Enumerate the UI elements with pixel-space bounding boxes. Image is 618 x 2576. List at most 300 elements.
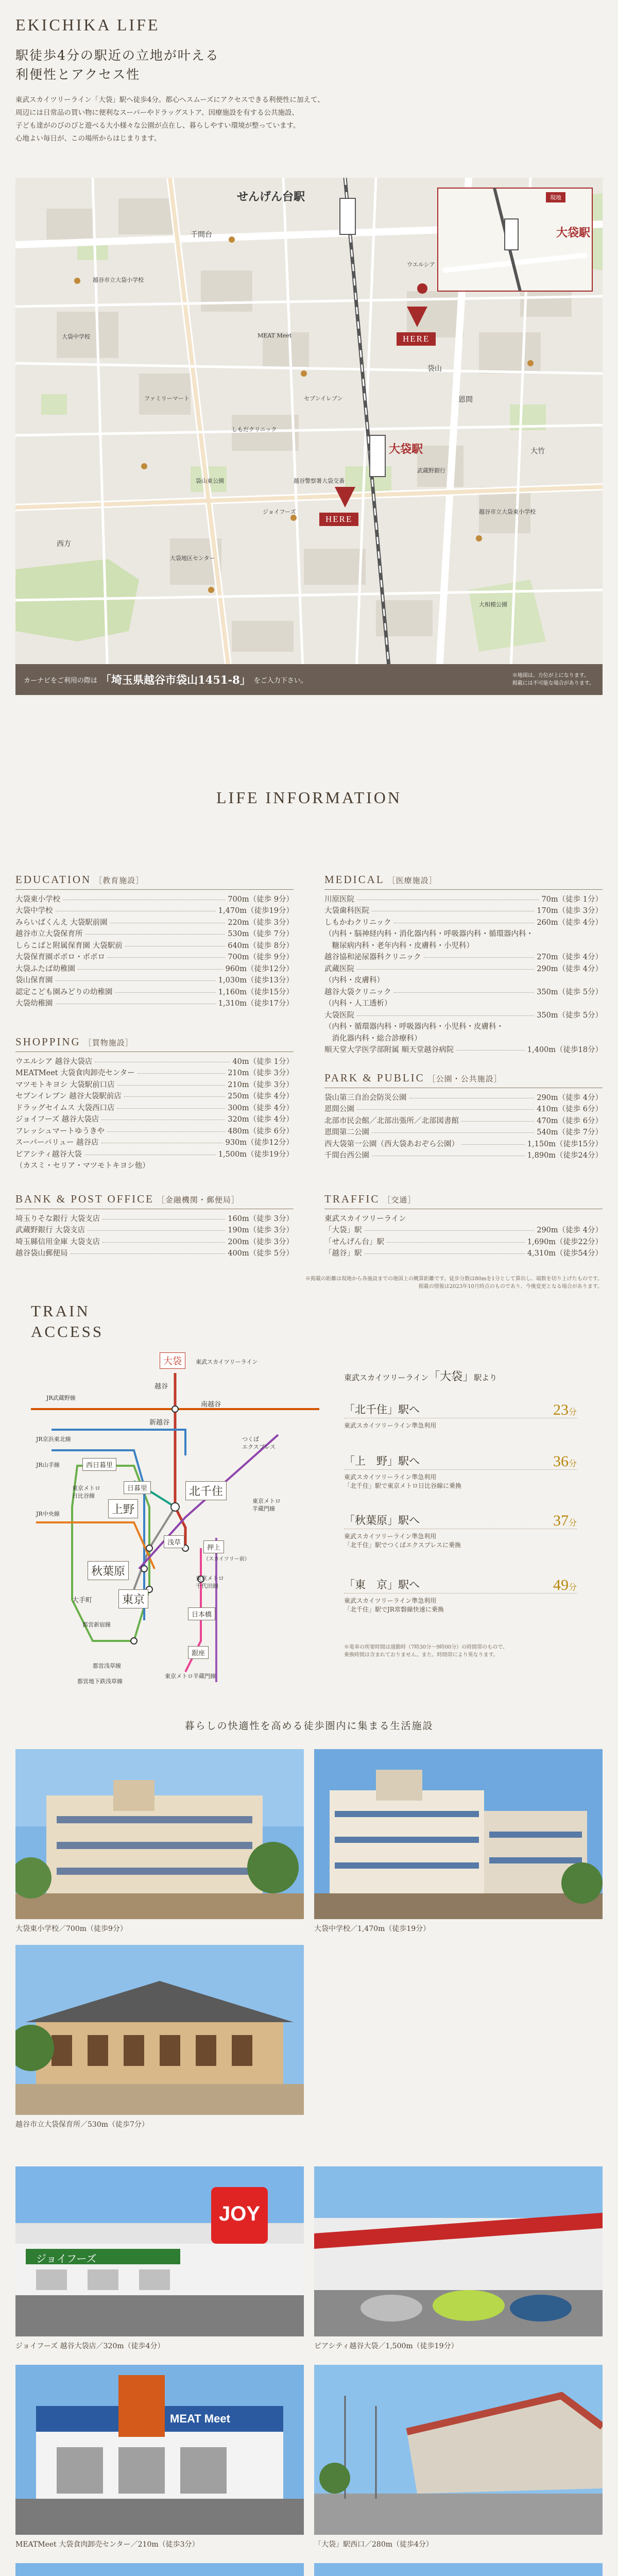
route-station-nishinippori: 西日暮里 xyxy=(82,1458,116,1471)
facility-distance: 480m（徒歩 6分） xyxy=(228,1127,294,1136)
route-divider xyxy=(344,1593,577,1594)
facility-distance: 700m（徒歩 9分） xyxy=(228,895,294,904)
facility-name: 越谷協和泌尿器科クリニック xyxy=(324,953,421,962)
facility-row xyxy=(15,1212,294,1224)
leader-dots xyxy=(108,957,225,958)
facility-row xyxy=(324,939,603,951)
leader-dots xyxy=(357,1015,534,1016)
route-detail xyxy=(344,1597,577,1614)
intro-body xyxy=(15,94,324,145)
route-detail-line: 東武スカイツリーライン準急利用 xyxy=(344,1422,437,1429)
train-notes xyxy=(344,1643,581,1659)
train-title-line: ACCESS xyxy=(31,1323,104,1341)
route-minutes xyxy=(553,1577,577,1594)
caption: ジョイフーズ 越谷大袋店／320m（徒歩4分） xyxy=(15,2342,165,2350)
map-label: 越谷警察署大袋交番 xyxy=(294,478,345,484)
route-line-label: 東武スカイツリーライン xyxy=(196,1359,258,1365)
facility-row xyxy=(15,997,294,1009)
page-title: EKICHIKA LIFE xyxy=(15,15,160,34)
facility-row xyxy=(324,905,603,917)
map-station-ofukuro-inset: 大袋駅 xyxy=(556,226,591,240)
map-label: ファミリーマート xyxy=(144,395,190,402)
facility-name: 「越谷」駅 xyxy=(324,1249,362,1258)
facility-name: みらいばくんえ 大袋駅前園 xyxy=(15,918,108,927)
facility-distance: 400m（徒歩 5分） xyxy=(228,1249,294,1258)
route-station-tokyo: 東京 xyxy=(118,1589,148,1608)
intro-heading-1: 駅徒歩4分の駅近の立地が叶える xyxy=(15,48,219,63)
route-destination: 「北千住」駅へ xyxy=(344,1403,420,1416)
facility-row xyxy=(324,916,603,928)
facility-distance: 160m（徒歩 3分） xyxy=(228,1214,294,1223)
map-label: 西方 xyxy=(57,540,71,548)
photo-joy-foods xyxy=(15,2166,304,2336)
train-access-title xyxy=(31,1301,104,1342)
facility-row xyxy=(324,1247,603,1259)
route-line-label: つくば xyxy=(242,1436,259,1443)
life-notes xyxy=(15,1275,603,1291)
route-line-label: 日比谷線 xyxy=(72,1493,95,1499)
facility-name: （内科・脳神経内科・消化器内科・呼吸器内科・循環器内科・ xyxy=(324,930,534,939)
facility-name: 北部市民会館／北部出張所／北部図書館 xyxy=(324,1116,459,1125)
route-line-label: 千代田線 xyxy=(196,1583,218,1589)
intro-body-line: 東武スカイツリーライン「大袋」駅へ徒歩4分。都心へスムーズにアクセスできる利便性に加えて、 xyxy=(15,96,324,104)
education-title-en: EDUCATION xyxy=(15,873,92,886)
map-label: 越谷市立大袋小学校 xyxy=(93,277,144,283)
route-line-label: JR山手線 xyxy=(36,1462,60,1468)
caption: 大袋東小学校／700m（徒歩9分） xyxy=(15,1925,127,1933)
leader-dots xyxy=(56,980,216,981)
facility-name: フレッシュマートゆうきや xyxy=(15,1127,105,1136)
facility-distance: 200m（徒歩 3分） xyxy=(228,1238,294,1246)
shopping-title-jp: ［買物施設］ xyxy=(83,1038,133,1047)
facility-distance: 210m（徒歩 3分） xyxy=(228,1080,294,1089)
facility-distance: 1,150m（徒歩15分） xyxy=(527,1140,603,1148)
route-station-ginza: 銀座 xyxy=(188,1646,209,1659)
facility-row xyxy=(324,1235,603,1247)
facility-name: 認定こども園みどりの幼稚園 xyxy=(15,988,113,996)
route-station-asakusa: 浅草 xyxy=(164,1535,184,1548)
life-note: 掲載の情報は2023年10月時点のものであり、今後変更となる場合があります。 xyxy=(418,1284,603,1290)
leader-dots xyxy=(107,1131,225,1132)
route-station-label: 南越谷 xyxy=(201,1401,221,1409)
route-line-label: エクスプレス xyxy=(242,1444,276,1450)
facility-name: 越谷袋山郵便局 xyxy=(15,1249,68,1258)
medical-title xyxy=(324,873,603,886)
route-destination: 「東 京」駅へ xyxy=(344,1579,420,1591)
leader-dots xyxy=(102,1242,225,1243)
facilities-heading: 暮らしの快適性を高める徒歩圏内に集まる生活施設 xyxy=(184,1720,434,1732)
train-route-map xyxy=(31,1352,319,1687)
leader-dots xyxy=(357,1109,534,1110)
route-item xyxy=(344,1453,577,1490)
area-map[interactable] xyxy=(15,178,603,695)
facility-row xyxy=(324,1126,603,1138)
route-minutes-value: 49 xyxy=(553,1577,569,1594)
photo-onma-park xyxy=(15,2563,304,2576)
train-title-line: TRAIN xyxy=(31,1302,90,1320)
route-detail-line: 「北千住」駅でつくばエクスプレスに乗換 xyxy=(344,1541,461,1549)
route-line-label: 東京メトロ半蔵門線 xyxy=(165,1673,216,1680)
facility-name: （内科・皮膚科） xyxy=(324,976,384,985)
train-lead xyxy=(344,1368,497,1384)
facility-distance: 300m（徒歩 4分） xyxy=(228,1104,294,1112)
facility-name: 大袋中学校 xyxy=(15,907,53,916)
facility-distance: 1,690m（徒歩22分） xyxy=(527,1238,603,1246)
bank-section xyxy=(15,1193,294,1259)
map-label: 袋山 xyxy=(427,365,442,373)
route-detail-line: 「北千住」駅でJR常磐線快速に乗換 xyxy=(344,1606,444,1613)
map-label: 恩間 xyxy=(458,396,473,404)
map-label: ジョイフーズ xyxy=(263,509,296,515)
map-label: 大竹 xyxy=(530,447,545,455)
facility-distance: 290m（徒歩 4分） xyxy=(537,964,603,973)
facility-row xyxy=(15,928,294,940)
facility-row xyxy=(324,1091,603,1103)
facility-name: 越谷市立大袋保育所 xyxy=(15,930,83,939)
facility-name: 大袋保育園ポポロ・ポポロ xyxy=(15,953,105,962)
leader-dots xyxy=(124,1096,226,1097)
facility-name: 大袋医院 xyxy=(324,1011,354,1020)
route-line-label: 東京メトロ xyxy=(72,1485,100,1492)
route-minutes-unit: 分 xyxy=(568,1582,577,1592)
shopping-title xyxy=(15,1036,294,1048)
facility-row xyxy=(324,962,603,974)
leader-dots xyxy=(365,1230,535,1231)
facility-name: スーパーバリュー 越谷店 xyxy=(15,1139,99,1147)
facility-distance: 4,310m（徒歩54分） xyxy=(527,1249,603,1258)
facility-name: 糖尿病内科・老年内科・皮膚科・小児科） xyxy=(324,941,474,950)
facility-row xyxy=(324,1103,603,1115)
map-graphic xyxy=(15,178,603,695)
train-lead-suffix: 駅より xyxy=(474,1373,497,1382)
joy-logo-text: JOY xyxy=(219,2202,261,2225)
route-minutes-value: 36 xyxy=(553,1453,569,1470)
facility-name: しらこばと附属保育園 大袋駅前 xyxy=(15,941,123,950)
route-line-label: JR武蔵野線 xyxy=(46,1395,76,1401)
leader-dots xyxy=(71,1253,226,1254)
navi-address-bar xyxy=(15,664,603,695)
facility-row xyxy=(324,1212,603,1224)
facility-distance: 350m（徒歩 5分） xyxy=(537,988,603,996)
facility-name: 東武スカイツリーライン xyxy=(324,1214,406,1223)
map-here-marker: HERE xyxy=(319,513,358,526)
route-line-label: 半蔵門線 xyxy=(252,1505,275,1512)
route-line-label: 東京メトロ xyxy=(252,1498,281,1504)
facility-name: （カスミ・セリア・マツモトキヨシ他） xyxy=(15,1162,150,1171)
caption: 越谷市立大袋保育所／530m（徒歩7分） xyxy=(15,2121,149,2129)
traffic-list xyxy=(324,1212,603,1259)
intro-body-line: 子ども達がのびのびと遊べる大小様々な公園が点在し、暮らしやすい環境が整っています。 xyxy=(15,122,300,130)
route-detail-line: 「北千住」駅で東京メトロ日比谷線に乗換 xyxy=(344,1482,462,1489)
map-label: セブンイレブン xyxy=(304,395,343,402)
map-label: 大相模公園 xyxy=(479,601,507,608)
caption: ピアシティ越谷大袋／1,500m（徒歩19分） xyxy=(314,2342,458,2350)
park-title-jp: ［公園・公共施設］ xyxy=(427,1074,502,1083)
leader-dots xyxy=(138,1073,226,1074)
joy-sign-text: ジョイフーズ xyxy=(36,2252,97,2265)
shopping-section xyxy=(15,1036,294,1171)
facility-row xyxy=(324,1044,603,1056)
route-detail-line: 東武スカイツリーライン準急利用 xyxy=(344,1533,437,1540)
facility-distance: 1,310m（徒歩17分） xyxy=(218,999,294,1008)
facility-distance: 70m（徒歩 1分） xyxy=(541,895,603,904)
traffic-title-en: TRAFFIC xyxy=(324,1193,380,1205)
facility-row xyxy=(324,1032,603,1044)
education-list xyxy=(15,893,294,1009)
facility-name: 恩間公園 xyxy=(324,1105,354,1114)
facility-distance: 1,160m（徒歩15分） xyxy=(218,988,294,996)
route-station-akihabara: 秋葉原 xyxy=(88,1561,129,1580)
route-line-label: JR中央線 xyxy=(36,1511,60,1517)
route-item xyxy=(344,1512,577,1550)
facility-distance: 1,030m（徒歩13分） xyxy=(218,976,294,985)
facility-row xyxy=(324,986,603,997)
route-detail xyxy=(344,1532,577,1550)
facility-name: MEATMeet 大袋食肉卸売センター xyxy=(15,1069,135,1078)
facility-name: ドラッグセイムス 大袋西口店 xyxy=(15,1104,115,1112)
park-list xyxy=(324,1091,603,1161)
photo-ofukuro-junior-high xyxy=(314,1749,603,1919)
leader-dots xyxy=(85,934,226,935)
leader-dots xyxy=(372,1132,534,1133)
facility-row xyxy=(15,1101,294,1113)
route-line-label: JR京浜東北線 xyxy=(36,1436,71,1443)
route-station-ueno: 上野 xyxy=(108,1499,138,1518)
photo-ofukuro-east-elementary xyxy=(15,1749,304,1919)
facility-name: 「せんげん台」駅 xyxy=(324,1238,384,1246)
route-station-ofukuro: 大袋 xyxy=(160,1352,185,1369)
medical-list xyxy=(324,893,603,1055)
leader-dots xyxy=(115,992,216,993)
route-minutes-value: 37 xyxy=(553,1512,569,1529)
route-line-label: 都営新宿線 xyxy=(82,1621,111,1628)
facility-distance: 290m（徒歩 4分） xyxy=(537,1093,603,1102)
facility-distance: 1,890m（徒歩24分） xyxy=(527,1151,603,1160)
facility-distance: 930m（徒歩12分） xyxy=(225,1139,294,1147)
facility-name: 武蔵医院 xyxy=(324,964,354,973)
leader-dots xyxy=(78,969,223,970)
facility-name: ジョイフーズ 越谷大袋店 xyxy=(15,1115,99,1124)
map-label: 大袋中学校 xyxy=(62,333,90,340)
route-minutes-unit: 分 xyxy=(568,1407,577,1417)
facility-distance: 1,500m（徒歩19分） xyxy=(218,1150,294,1159)
facility-row xyxy=(15,1067,294,1079)
education-title xyxy=(15,873,294,886)
facility-name: マツモトキヨシ 大袋駅前口店 xyxy=(15,1080,115,1089)
facility-distance: 540m（徒歩 7分） xyxy=(537,1128,603,1137)
facility-name: 埼玉縣信用金庫 大袋支店 xyxy=(15,1238,100,1246)
facility-name: 袋山保育園 xyxy=(15,976,53,985)
map-label: 千間台 xyxy=(191,231,212,239)
photo-meat-meet xyxy=(15,2365,304,2535)
leader-dots xyxy=(117,1085,226,1086)
route-line-label: 都営浅草線 xyxy=(93,1663,121,1669)
education-section xyxy=(15,873,294,1009)
route-line-label: 都営地下鉄浅草線 xyxy=(77,1678,123,1685)
route-minutes-value: 23 xyxy=(553,1401,569,1418)
map-label: 袋山東公園 xyxy=(196,478,224,484)
route-map-graphic xyxy=(31,1352,319,1687)
life-note: ※掲載の距離は現地から各施設までの地図上の概算距離です。徒歩分数は80mを1分として算出し、端数を切り上げたものです。 xyxy=(305,1276,603,1282)
route-station-nippori: 日暮里 xyxy=(124,1481,151,1494)
facility-name: 越谷大袋クリニック xyxy=(324,988,391,996)
facility-row xyxy=(324,1138,603,1149)
traffic-title-jp: ［交通］ xyxy=(383,1195,416,1205)
traffic-title xyxy=(324,1193,603,1206)
facility-row xyxy=(15,905,294,917)
facility-distance: 320m（徒歩 4分） xyxy=(228,1115,294,1124)
route-station-label: 越谷 xyxy=(154,1383,168,1391)
park-title xyxy=(324,1072,603,1084)
facility-row xyxy=(15,916,294,928)
address-prefix: カーナビをご利用の際は xyxy=(24,676,98,685)
address-suffix: をご入力下さい。 xyxy=(253,676,307,685)
map-label: しもだクリニック xyxy=(232,426,277,433)
photo-northern-civic-hall xyxy=(314,2563,603,2576)
medical-title-jp: ［医療施設］ xyxy=(387,876,437,885)
route-line-label: 東京メトロ xyxy=(196,1575,224,1582)
route-detail xyxy=(344,1421,577,1430)
route-detail xyxy=(344,1473,577,1490)
route-divider xyxy=(344,1469,577,1470)
intro-body-line: 周辺には日常品の買い物に便利なスーパーやドラッグストア、因療施設を有する公共施設、 xyxy=(15,109,299,117)
facility-name: ウエルシア 越谷大袋店 xyxy=(15,1057,93,1066)
facility-row xyxy=(15,893,294,905)
education-title-jp: ［教育施設］ xyxy=(94,876,144,885)
bank-title-en: BANK & POST OFFICE xyxy=(15,1193,154,1205)
life-info-title: LIFE INFORMATION xyxy=(216,788,402,807)
train-note: 乗換時間は含まれておりません。また、時間帯により異なります。 xyxy=(344,1652,499,1658)
leader-dots xyxy=(394,992,535,993)
route-station-oshiage: 押上 xyxy=(203,1540,224,1553)
facility-name: 大袋ふたば幼稚園 xyxy=(15,964,75,973)
route-station-label: （スカイツリー前） xyxy=(203,1556,250,1562)
facility-distance: 260m（徒歩 4分） xyxy=(537,918,603,927)
medical-section xyxy=(324,873,603,1055)
leader-dots xyxy=(424,957,535,958)
facility-distance: 190m（徒歩 3分） xyxy=(228,1226,294,1235)
facility-name: 大袋東小学校 xyxy=(15,895,60,904)
map-label: 武蔵野銀行 xyxy=(417,467,445,474)
map-legend: 現地 xyxy=(546,192,565,202)
facility-distance: 350m（徒歩 5分） xyxy=(537,1011,603,1020)
facility-distance: 40m（徒歩 1分） xyxy=(232,1057,294,1066)
route-destination: 「秋葉原」駅へ xyxy=(344,1514,420,1527)
facility-name: 袋山第三自治会防災公園 xyxy=(324,1093,407,1102)
facility-row xyxy=(324,1009,603,1021)
route-item xyxy=(344,1577,577,1614)
facility-distance: 530m（徒歩 7分） xyxy=(228,930,294,939)
address-text: 「埼玉県越谷市袋山1451-8」 xyxy=(100,673,251,686)
facility-row xyxy=(324,928,603,940)
facility-name: しもかわクリニック xyxy=(324,918,391,927)
facility-distance: 1,400m（徒歩18分） xyxy=(527,1046,603,1055)
map-note: 掲載には不可能な場合があります。 xyxy=(512,681,594,686)
traffic-section xyxy=(324,1193,603,1259)
facility-name: 千間台西公園 xyxy=(324,1151,369,1160)
photo-pia-city xyxy=(314,2166,603,2336)
caption: 「大袋」駅西口／280m（徒歩4分） xyxy=(314,2540,433,2549)
facility-distance: 290m（徒歩 4分） xyxy=(537,1226,603,1235)
facility-row xyxy=(324,893,603,905)
facility-row xyxy=(15,939,294,951)
park-title-en: PARK & PUBLIC xyxy=(324,1072,425,1084)
route-station-label: 大手町 xyxy=(72,1597,93,1604)
facility-row xyxy=(15,1224,294,1236)
route-item xyxy=(344,1401,577,1430)
leader-dots xyxy=(387,1242,525,1243)
facility-row xyxy=(15,986,294,997)
facility-row xyxy=(15,1125,294,1137)
route-minutes-unit: 分 xyxy=(568,1459,577,1468)
route-detail-line: 東武スカイツリーライン準急利用 xyxy=(344,1473,437,1481)
leader-dots xyxy=(365,1253,525,1254)
map-label: 大袋地区センター xyxy=(170,555,215,562)
leader-dots xyxy=(88,1230,225,1231)
facility-name: 川原医院 xyxy=(324,895,354,904)
facility-name: （内科・人工透析） xyxy=(324,999,392,1008)
photo-ofukuro-station-west xyxy=(314,2365,603,2535)
facility-distance: 250m（徒歩 4分） xyxy=(228,1092,294,1101)
facility-distance: 220m（徒歩 3分） xyxy=(228,918,294,927)
route-station-kitasenju: 北千住 xyxy=(185,1481,227,1500)
route-minutes-unit: 分 xyxy=(568,1518,577,1528)
facility-name: 恩間第二公園 xyxy=(324,1128,369,1137)
facility-name: 消化器内科・総合診療科） xyxy=(324,1034,422,1043)
facility-name: 大袋歯科医院 xyxy=(324,907,369,916)
facility-distance: 1,470m（徒歩19分） xyxy=(218,907,294,916)
facility-distance: 470m（徒歩 6分） xyxy=(537,1116,603,1125)
facility-name: 大袋幼稚園 xyxy=(15,999,53,1008)
photo-ofukuro-nursery xyxy=(15,1945,304,2115)
facility-name: ピアシティ越谷大袋 xyxy=(15,1150,82,1159)
leader-dots xyxy=(461,1144,525,1145)
facility-name: （内科・循環器内科・呼吸器内科・小児科・皮膚科・ xyxy=(324,1023,504,1031)
route-minutes xyxy=(553,1453,577,1470)
facility-distance: 640m（徒歩 8分） xyxy=(228,941,294,950)
route-station-nihonbashi: 日本橋 xyxy=(188,1607,215,1620)
medical-title-en: MEDICAL xyxy=(324,873,385,886)
facility-row xyxy=(15,1090,294,1102)
meat-sign-text: MEAT Meet xyxy=(170,2412,230,2425)
facility-row xyxy=(15,1113,294,1125)
facility-row xyxy=(15,1055,294,1067)
map-label: 越谷市立大袋東小学校 xyxy=(479,509,536,515)
bank-title xyxy=(15,1193,294,1206)
map-label: ウエルシア xyxy=(407,261,435,268)
facility-row xyxy=(15,1160,294,1172)
park-section xyxy=(324,1072,603,1161)
facility-row xyxy=(324,951,603,963)
facility-row xyxy=(15,974,294,986)
facility-name: 順天堂大学医学部附属 順天堂越谷病院 xyxy=(324,1046,454,1055)
leader-dots xyxy=(357,969,534,970)
facility-distance: 960m（徒歩12分） xyxy=(225,964,294,973)
map-notes xyxy=(512,672,594,687)
map-station-sengendai: せんげん台駅 xyxy=(237,190,305,204)
facility-row xyxy=(15,1137,294,1148)
facility-row xyxy=(324,1114,603,1126)
intro-body-line: 心地よい毎日が、この場所からはじまります。 xyxy=(15,134,161,143)
facility-row xyxy=(15,1235,294,1247)
caption: MEATMeet 大袋食肉卸売センター／210m（徒歩3分） xyxy=(15,2540,199,2549)
leader-dots xyxy=(461,1121,534,1122)
facility-row xyxy=(324,997,603,1009)
train-lead-line: 東武スカイツリーライン xyxy=(344,1373,429,1382)
route-station-label: 新越谷 xyxy=(149,1419,170,1427)
facility-row xyxy=(15,951,294,963)
facility-name: 埼玉りそな銀行 大袋支店 xyxy=(15,1214,100,1223)
